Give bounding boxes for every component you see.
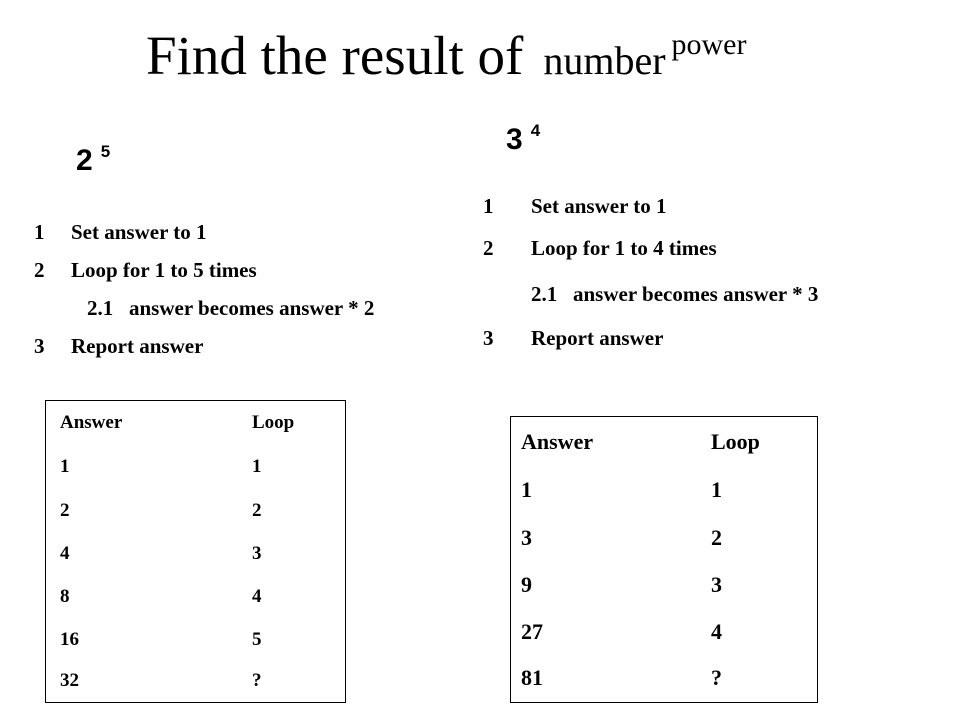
table-cell: 1 <box>252 456 262 477</box>
table-header-loop: Loop <box>252 412 295 433</box>
step-number: 3 <box>34 334 45 358</box>
table-header-answer: Answer <box>521 429 594 454</box>
right-expression <box>506 121 541 156</box>
step-number: 1 <box>34 220 45 244</box>
step-text: Set answer to 1 <box>531 194 667 218</box>
table-cell: 2 <box>252 500 262 521</box>
table-cell: ? <box>252 670 262 691</box>
left-expression-exponent: 5 <box>100 142 111 161</box>
step-text: Report answer <box>71 334 204 358</box>
table-cell: 4 <box>60 543 70 564</box>
step-number: 2 <box>34 258 45 282</box>
left-step-1 <box>34 222 207 243</box>
right-step-3 <box>483 328 663 349</box>
table-cell: 1 <box>521 477 532 502</box>
table-cell: 32 <box>60 670 79 691</box>
table-cell: 4 <box>252 586 262 607</box>
table-cell: ? <box>711 665 722 690</box>
table-cell: 1 <box>60 456 70 477</box>
step-number: 2.1 <box>531 282 558 306</box>
table-cell: 2 <box>711 525 722 550</box>
table-cell: 3 <box>521 525 532 550</box>
table-cell: 16 <box>60 629 79 650</box>
step-text: Report answer <box>531 326 664 350</box>
left-trace-table <box>45 400 346 703</box>
title-main: Find the result of <box>146 25 524 86</box>
right-step-2 <box>483 238 717 259</box>
right-expression-exponent: 4 <box>530 121 541 140</box>
title-exponent: power <box>671 28 747 61</box>
table-cell: 2 <box>60 500 70 521</box>
slide-title <box>146 25 747 86</box>
right-trace-table <box>510 416 818 703</box>
step-text: Loop for 1 to 4 times <box>531 236 717 260</box>
step-text: Set answer to 1 <box>71 220 207 244</box>
right-step-2-1 <box>531 284 818 305</box>
step-text: answer becomes answer * 3 <box>573 282 819 306</box>
table-header-loop: Loop <box>711 429 760 454</box>
right-step-1 <box>483 196 667 217</box>
table-cell: 81 <box>521 665 543 690</box>
step-text: Loop for 1 to 5 times <box>71 258 257 282</box>
step-text: answer becomes answer * 2 <box>129 296 375 320</box>
step-number: 2.1 <box>87 296 114 320</box>
title-base: number <box>543 38 666 83</box>
table-cell: 8 <box>60 586 70 607</box>
table-cell: 9 <box>521 572 532 597</box>
left-step-2-1 <box>87 298 374 319</box>
table-cell: 4 <box>711 619 722 644</box>
left-step-2 <box>34 260 257 281</box>
table-cell: 3 <box>711 572 722 597</box>
table-header-answer: Answer <box>60 412 123 433</box>
step-number: 2 <box>483 236 494 260</box>
left-step-3 <box>34 336 203 357</box>
table-cell: 27 <box>521 619 543 644</box>
step-number: 1 <box>483 194 494 218</box>
table-cell: 1 <box>711 477 722 502</box>
table-cell: 5 <box>252 629 262 650</box>
left-expression-base: 2 <box>76 144 93 177</box>
right-expression-base: 3 <box>506 123 523 156</box>
table-cell: 3 <box>252 543 262 564</box>
left-expression <box>76 142 111 177</box>
step-number: 3 <box>483 326 494 350</box>
